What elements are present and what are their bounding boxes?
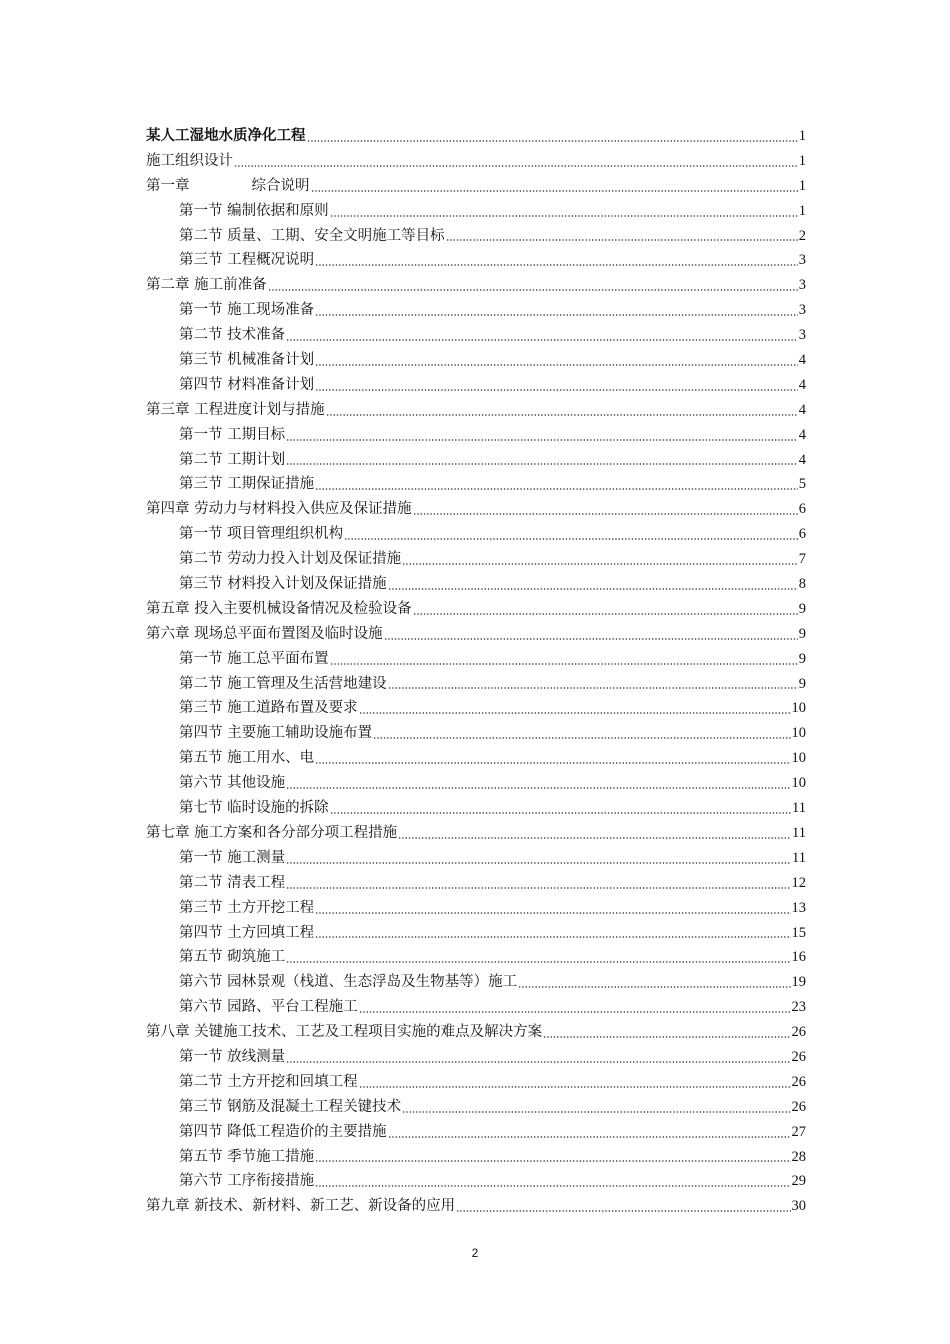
toc-section-entry[interactable]	[146, 373, 806, 398]
toc-dot-leader	[286, 1061, 790, 1063]
toc-dot-leader	[330, 812, 791, 814]
toc-page-number: 11	[792, 800, 806, 817]
toc-page-number: 3	[798, 302, 806, 319]
toc-entry-title: 第六章 现场总平面布置图及临时设施	[146, 625, 383, 642]
toc-section-entry[interactable]	[146, 423, 806, 448]
toc-section-entry[interactable]	[146, 696, 806, 721]
toc-chapter-entry[interactable]	[146, 149, 806, 174]
toc-page-number: 9	[798, 625, 806, 642]
toc-dot-leader	[311, 190, 798, 192]
toc-dot-leader	[446, 239, 798, 241]
toc-page-number: 13	[791, 899, 806, 916]
toc-entry-title: 第三节 土方开挖工程	[179, 899, 315, 916]
toc-page-number: 29	[791, 1173, 806, 1190]
toc-page-number: 9	[798, 675, 806, 692]
toc-page-number: 6	[798, 501, 806, 518]
toc-entry-title: 第一节 施工总平面布置	[179, 650, 329, 667]
toc-section-entry[interactable]	[146, 1120, 806, 1145]
toc-section-entry[interactable]	[146, 871, 806, 896]
toc-entry-title: 第三节 施工道路布置及要求	[179, 700, 358, 717]
toc-dot-leader	[344, 538, 798, 540]
toc-entry-title: 第六节 园林景观（栈道、生态浮岛及生物基等）施工	[179, 974, 518, 991]
toc-section-entry[interactable]	[146, 921, 806, 946]
toc-chapter-entry[interactable]	[146, 273, 806, 298]
toc-chapter-entry[interactable]	[146, 174, 806, 199]
toc-dot-leader	[315, 936, 790, 938]
toc-section-entry[interactable]	[146, 896, 806, 921]
toc-page-number: 1	[798, 152, 806, 169]
toc-page-number: 1	[798, 177, 806, 194]
toc-dot-leader	[286, 961, 790, 963]
toc-dot-leader	[456, 1210, 790, 1212]
page-number: 2	[471, 1246, 479, 1260]
toc-dot-leader	[518, 986, 790, 988]
toc-dot-leader	[286, 887, 790, 889]
toc-dot-leader	[286, 787, 790, 789]
toc-entry-title: 第二章 施工前准备	[146, 277, 267, 294]
toc-section-entry[interactable]	[146, 1070, 806, 1095]
toc-dot-leader	[398, 837, 791, 839]
toc-dot-leader	[359, 712, 791, 714]
toc-entry-title: 第三节 钢筋及混凝土工程关键技术	[179, 1098, 402, 1115]
toc-section-entry[interactable]	[146, 323, 806, 348]
toc-entry-title: 第五节 季节施工措施	[179, 1148, 315, 1165]
toc-entry-title: 施工组织设计	[146, 152, 233, 169]
toc-page-number: 2	[798, 227, 806, 244]
toc-entry-title: 第六节 园路、平台工程施工	[179, 999, 358, 1016]
toc-section-entry[interactable]	[146, 1095, 806, 1120]
toc-dot-leader	[315, 488, 798, 490]
toc-dot-leader	[330, 663, 798, 665]
toc-entry-title: 第五章 投入主要机械设备情况及检验设备	[146, 600, 412, 617]
toc-section-entry[interactable]	[146, 1045, 806, 1070]
toc-section-entry[interactable]	[146, 572, 806, 597]
toc-entry-title: 第七章 施工方案和各分部分项工程措施	[146, 824, 398, 841]
toc-chapter-entry[interactable]	[146, 1020, 806, 1045]
toc-chapter-entry[interactable]	[146, 622, 806, 647]
toc-entry-title: 第二节 清表工程	[179, 874, 286, 891]
toc-page-number: 4	[798, 376, 806, 393]
toc-page-number: 26	[791, 1024, 806, 1041]
toc-page-number: 3	[798, 277, 806, 294]
toc-dot-leader	[268, 289, 798, 291]
toc-page-number: 4	[798, 352, 806, 369]
toc-section-entry[interactable]	[146, 522, 806, 547]
toc-dot-leader	[384, 638, 798, 640]
toc-section-entry[interactable]	[146, 472, 806, 497]
toc-dot-leader	[402, 1111, 790, 1113]
toc-page-number: 4	[798, 401, 806, 418]
toc-entry-title: 第四节 主要施工辅助设施布置	[179, 725, 373, 742]
toc-dot-leader	[326, 414, 798, 416]
toc-page-number: 9	[798, 650, 806, 667]
toc-section-entry[interactable]	[146, 771, 806, 796]
table-of-contents	[146, 124, 806, 1219]
toc-page-number: 1	[798, 202, 806, 219]
toc-entry-title: 第二节 工期计划	[179, 451, 286, 468]
toc-page-number: 7	[798, 551, 806, 568]
toc-page-number: 4	[798, 426, 806, 443]
toc-chapter-entry[interactable]	[146, 497, 806, 522]
toc-page-number: 6	[798, 526, 806, 543]
toc-dot-leader	[330, 215, 798, 217]
toc-entry-title: 第五节 施工用水、电	[179, 750, 315, 767]
toc-dot-leader	[388, 687, 798, 689]
toc-dot-leader	[315, 389, 798, 391]
toc-page-number: 10	[791, 775, 806, 792]
toc-page-number: 11	[792, 849, 806, 866]
toc-dot-leader	[315, 762, 790, 764]
toc-dot-leader	[315, 912, 790, 914]
toc-section-entry[interactable]	[146, 721, 806, 746]
toc-dot-leader	[286, 439, 798, 441]
toc-entry-title: 第三节 工期保证措施	[179, 476, 315, 493]
toc-dot-leader	[359, 1086, 791, 1088]
toc-dot-leader	[543, 1036, 790, 1038]
toc-entry-title: 第四节 材料准备计划	[179, 376, 315, 393]
toc-entry-title: 第一节 编制依据和原则	[179, 202, 329, 219]
toc-page-number: 15	[791, 924, 806, 941]
toc-entry-title: 第一节 工期目标	[179, 426, 286, 443]
toc-entry-title: 第九章 新技术、新材料、新工艺、新设备的应用	[146, 1198, 456, 1215]
toc-entry-title: 第三节 材料投入计划及保证措施	[179, 576, 387, 593]
toc-section-entry[interactable]	[146, 448, 806, 473]
toc-entry-title: 第六节 工序衔接措施	[179, 1173, 315, 1190]
toc-section-entry[interactable]	[146, 199, 806, 224]
toc-entry-title: 第一节 施工现场准备	[179, 302, 315, 319]
toc-entry-title: 第一节 放线测量	[179, 1048, 286, 1065]
toc-section-entry[interactable]	[146, 945, 806, 970]
toc-entry-title: 第三节 工程概况说明	[179, 252, 315, 269]
toc-entry-title: 第二节 施工管理及生活营地建设	[179, 675, 387, 692]
toc-page-number: 19	[791, 974, 806, 991]
toc-dot-leader	[388, 1136, 791, 1138]
toc-page-number: 3	[798, 252, 806, 269]
toc-dot-leader	[315, 264, 798, 266]
toc-dot-leader	[413, 613, 798, 615]
toc-section-entry[interactable]	[146, 348, 806, 373]
toc-page-number: 11	[792, 824, 806, 841]
toc-dot-leader	[315, 364, 798, 366]
toc-dot-leader	[359, 1011, 791, 1013]
toc-entry-title: 第二节 土方开挖和回填工程	[179, 1073, 358, 1090]
toc-entry-title: 第四节 土方回填工程	[179, 924, 315, 941]
toc-page-number: 5	[798, 476, 806, 493]
toc-chapter-entry[interactable]	[146, 1194, 806, 1219]
toc-section-entry[interactable]	[146, 995, 806, 1020]
toc-dot-leader	[315, 314, 798, 316]
toc-page-number: 10	[791, 750, 806, 767]
toc-entry-title: 第七节 临时设施的拆除	[179, 800, 329, 817]
toc-page-number: 27	[791, 1123, 806, 1140]
toc-page-number: 3	[798, 327, 806, 344]
toc-page-number: 26	[791, 1073, 806, 1090]
toc-page-number: 10	[791, 700, 806, 717]
toc-dot-leader	[388, 588, 798, 590]
toc-entry-title: 第二节 质量、工期、安全文明施工等目标	[179, 227, 445, 244]
toc-page-number: 12	[791, 874, 806, 891]
toc-entry-title: 第一章 综合说明	[146, 177, 310, 194]
toc-chapter-entry[interactable]	[146, 124, 806, 149]
toc-entry-title: 第一节 施工测量	[179, 849, 286, 866]
toc-section-entry[interactable]	[146, 796, 806, 821]
toc-page-number: 4	[798, 451, 806, 468]
toc-entry-title: 第五节 砌筑施工	[179, 949, 286, 966]
toc-dot-leader	[315, 1185, 790, 1187]
toc-chapter-entry[interactable]	[146, 597, 806, 622]
toc-section-entry[interactable]	[146, 1145, 806, 1170]
toc-section-entry[interactable]	[146, 846, 806, 871]
toc-entry-title: 第八章 关键施工技术、工艺及工程项目实施的难点及解决方案	[146, 1024, 543, 1041]
toc-entry-title: 某人工湿地水质净化工程	[146, 128, 306, 144]
toc-page-number: 16	[791, 949, 806, 966]
toc-entry-title: 第三节 机械准备计划	[179, 352, 315, 369]
toc-section-entry[interactable]	[146, 298, 806, 323]
toc-page-number: 28	[791, 1148, 806, 1165]
toc-chapter-entry[interactable]	[146, 821, 806, 846]
toc-dot-leader	[315, 1160, 790, 1162]
toc-entry-title: 第二节 技术准备	[179, 327, 286, 344]
toc-section-entry[interactable]	[146, 672, 806, 697]
toc-entry-title: 第四节 降低工程造价的主要措施	[179, 1123, 387, 1140]
toc-section-entry[interactable]	[146, 647, 806, 672]
toc-entry-title: 第六节 其他设施	[179, 775, 286, 792]
toc-dot-leader	[286, 463, 798, 465]
toc-chapter-entry[interactable]	[146, 398, 806, 423]
toc-dot-leader	[234, 165, 798, 167]
toc-entry-title: 第一节 项目管理组织机构	[179, 526, 344, 543]
toc-page-number: 26	[791, 1048, 806, 1065]
toc-page-number: 26	[791, 1098, 806, 1115]
toc-entry-title: 第三章 工程进度计划与措施	[146, 401, 325, 418]
toc-page-number: 1	[798, 128, 806, 144]
toc-section-entry[interactable]	[146, 746, 806, 771]
toc-dot-leader	[286, 862, 791, 864]
toc-page-number: 9	[798, 600, 806, 617]
toc-page-number: 8	[798, 576, 806, 593]
toc-section-entry[interactable]	[146, 547, 806, 572]
toc-dot-leader	[413, 513, 798, 515]
toc-dot-leader	[402, 563, 798, 565]
toc-section-entry[interactable]	[146, 970, 806, 995]
toc-section-entry[interactable]	[146, 248, 806, 273]
toc-section-entry[interactable]	[146, 224, 806, 249]
toc-page-number: 23	[791, 999, 806, 1016]
toc-section-entry[interactable]	[146, 1169, 806, 1194]
toc-entry-title: 第四章 劳动力与材料投入供应及保证措施	[146, 501, 412, 518]
toc-page-number: 30	[791, 1198, 806, 1215]
toc-dot-leader	[373, 737, 790, 739]
toc-dot-leader	[307, 140, 798, 142]
toc-page-number: 10	[791, 725, 806, 742]
toc-entry-title: 第二节 劳动力投入计划及保证措施	[179, 551, 402, 568]
toc-dot-leader	[286, 339, 798, 341]
